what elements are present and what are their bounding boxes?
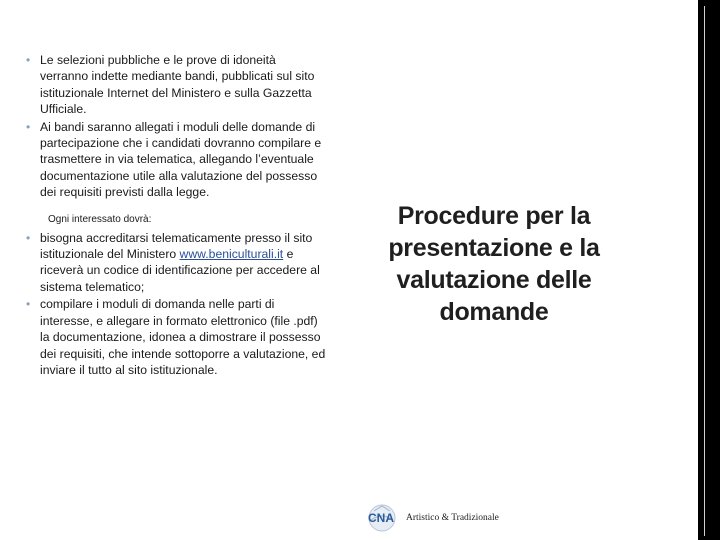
list-item xyxy=(26,296,326,378)
right-border xyxy=(698,0,720,540)
list-item xyxy=(26,119,326,201)
note-text: Ogni interessato dovrà: xyxy=(48,213,152,225)
list-item-text: compilare i moduli di domanda nelle parti di interesse, e allegare in formato elettronico (file .pdf) la documentazione, idonea a dimostrare il possesso dei requisiti, che intende sottoporre a valutazione, ed inviare il tutto al sito istituzionale. xyxy=(40,297,326,377)
bullet-dot-icon: • xyxy=(26,53,31,67)
bullet-dot-icon: • xyxy=(26,230,31,245)
list-item-text-before: bisogna accreditarsi telematicamente presso il sito istituzionale del Ministero xyxy=(40,230,313,262)
list-item xyxy=(26,230,326,296)
bullet-dot-icon: • xyxy=(26,119,31,134)
footer-text: Artistico & Tradizionale xyxy=(406,513,499,523)
ministry-link[interactable]: www.beniculturali.it xyxy=(179,247,284,262)
list-item xyxy=(26,52,326,118)
bullet-list xyxy=(26,52,326,378)
page-title: Procedure per la presentazione e la valutazione delle domande xyxy=(388,202,600,326)
bullet-dot-icon: • xyxy=(26,297,31,312)
list-item-text-after: e riceverà un codice di identificazione per accedere al sistema telematico; xyxy=(40,247,320,294)
logo-text: CNA xyxy=(368,511,394,525)
list-item-text xyxy=(40,231,320,294)
right-border-frame xyxy=(704,6,716,536)
list-item-text: Ai bandi saranno allegati i moduli delle domande di partecipazione che i candidati dovranno compilare e trasmettere in via telematica, allegando l’eventuale documentazione utile alla valutazione del possesso dei requisiti previsti dalla legge. xyxy=(40,119,322,200)
list-item-text: Le selezioni pubbliche e le prove di idoneità verranno indette mediante bandi, pubblicati sul sito istituzionale Internet del Ministero e sulla Gazzetta Ufficiale. xyxy=(40,53,315,117)
cna-logo-icon xyxy=(366,502,398,534)
footer xyxy=(366,502,499,534)
